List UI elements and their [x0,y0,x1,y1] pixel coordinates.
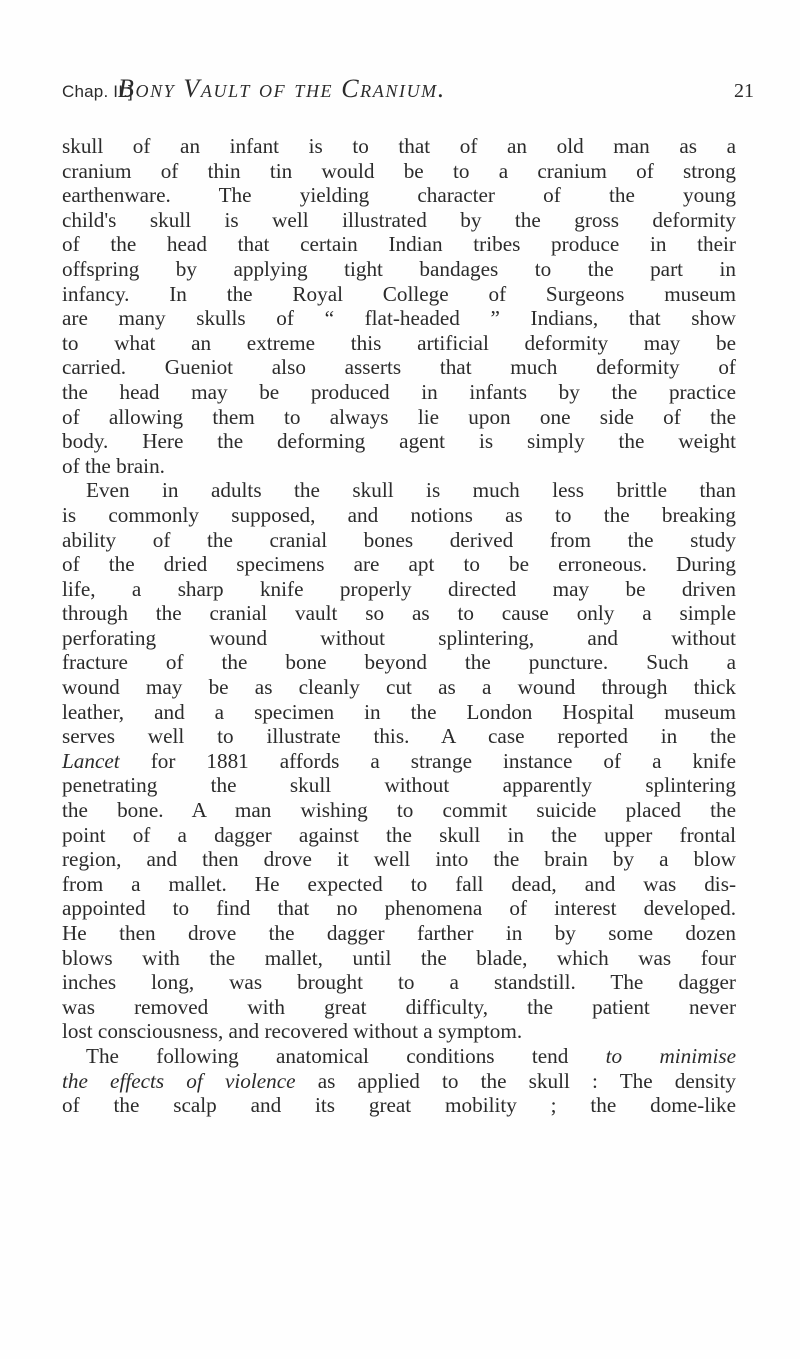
text-fragment: as applied to the skull : The density [317,1068,737,1093]
italic-phrase: the effects of violence [62,1068,296,1093]
text-line: blows with the mallet, until the blade, which was four [62,945,736,970]
text-line: offspring by applying tight bandages to the part in [62,256,736,281]
text-line: of the head that certain Indian tribes produce in their [62,232,736,257]
text-line-with-italic [62,1069,736,1094]
text-line: was removed with great difficulty, the patient never [62,994,736,1019]
text-line: life, a sharp knife properly directed may be driven [62,576,736,601]
text-line: leather, and a specimen in the London Hospital museum [62,699,736,724]
text-line: the head may be produced in infants by the practice [62,379,736,404]
text-line: skull of an infant is to that of an old man as a [62,134,736,158]
text-line: inches long, was brought to a standstill. The dagger [62,970,736,995]
text-line: appointed to find that no phenomena of interest developed. [62,896,736,921]
running-head [62,74,754,114]
paragraph-start-with-italic [62,1044,736,1069]
italic-journal-name: Lancet [62,748,120,773]
italic-phrase: to minimise [605,1043,736,1068]
running-title: Bony Vault of the Cranium. [118,74,446,103]
text-line: the bone. A man wishing to commit suicide placed the [62,798,736,823]
text-line: of the scalp and its great mobility ; the dome-like [62,1093,736,1118]
text-line: ability of the cranial bones derived from the study [62,527,736,552]
text-line: penetrating the skull without apparently splintering [62,773,736,798]
text-line: carried. Gueniot also asserts that much deformity of [62,355,736,380]
text-line: through the cranial vault so as to cause only a simple [62,601,736,626]
text-line: perforating wound without splintering, and without [62,625,736,650]
text-line: serves well to illustrate this. A case reported in the [62,724,736,749]
text-line: fracture of the bone beyond the puncture. Such a [62,650,736,675]
text-line: of allowing them to always lie upon one side of the [62,404,736,429]
text-line-with-italic [62,749,736,774]
text-line: body. Here the deforming agent is simply the weight [62,429,736,454]
text-fragment: for 1881 affords a strange instance of a knife [150,748,737,773]
chapter-label: Chap. II.] [62,82,133,101]
text-line: is commonly supposed, and notions as to the breaking [62,502,736,527]
body-text [62,134,736,1118]
text-line: of the dried specimens are apt to be erroneous. During [62,552,736,577]
text-line: lost consciousness, and recovered without a symptom. [62,1019,523,1044]
text-line: He then drove the dagger farther in by some dozen [62,921,736,945]
text-fragment: The following anatomical conditions tend [86,1043,569,1068]
text-line: to what an extreme this artificial deformity may be [62,330,736,355]
text-line: from a mallet. He expected to fall dead, and was dis- [62,871,736,896]
text-line: point of a dagger against the skull in the upper frontal [62,822,736,847]
text-line: of the brain. [62,453,165,478]
text-line: child's skull is well illustrated by the gross deformity [62,207,736,232]
text-line: cranium of thin tin would be to a cranium of strong [62,158,736,183]
text-line: earthenware. The yielding character of the young [62,183,736,208]
text-line: infancy. In the Royal College of Surgeons museum [62,281,736,306]
text-line: wound may be as cleanly cut as a wound through thick [62,675,736,700]
text-line: region, and then drove it well into the brain by a blow [62,847,736,872]
text-line: are many skulls of “ flat-headed ” Indians, that show [62,306,736,331]
page-number: 21 [734,80,754,102]
paragraph-start: Even in adults the skull is much less brittle than [86,478,736,503]
